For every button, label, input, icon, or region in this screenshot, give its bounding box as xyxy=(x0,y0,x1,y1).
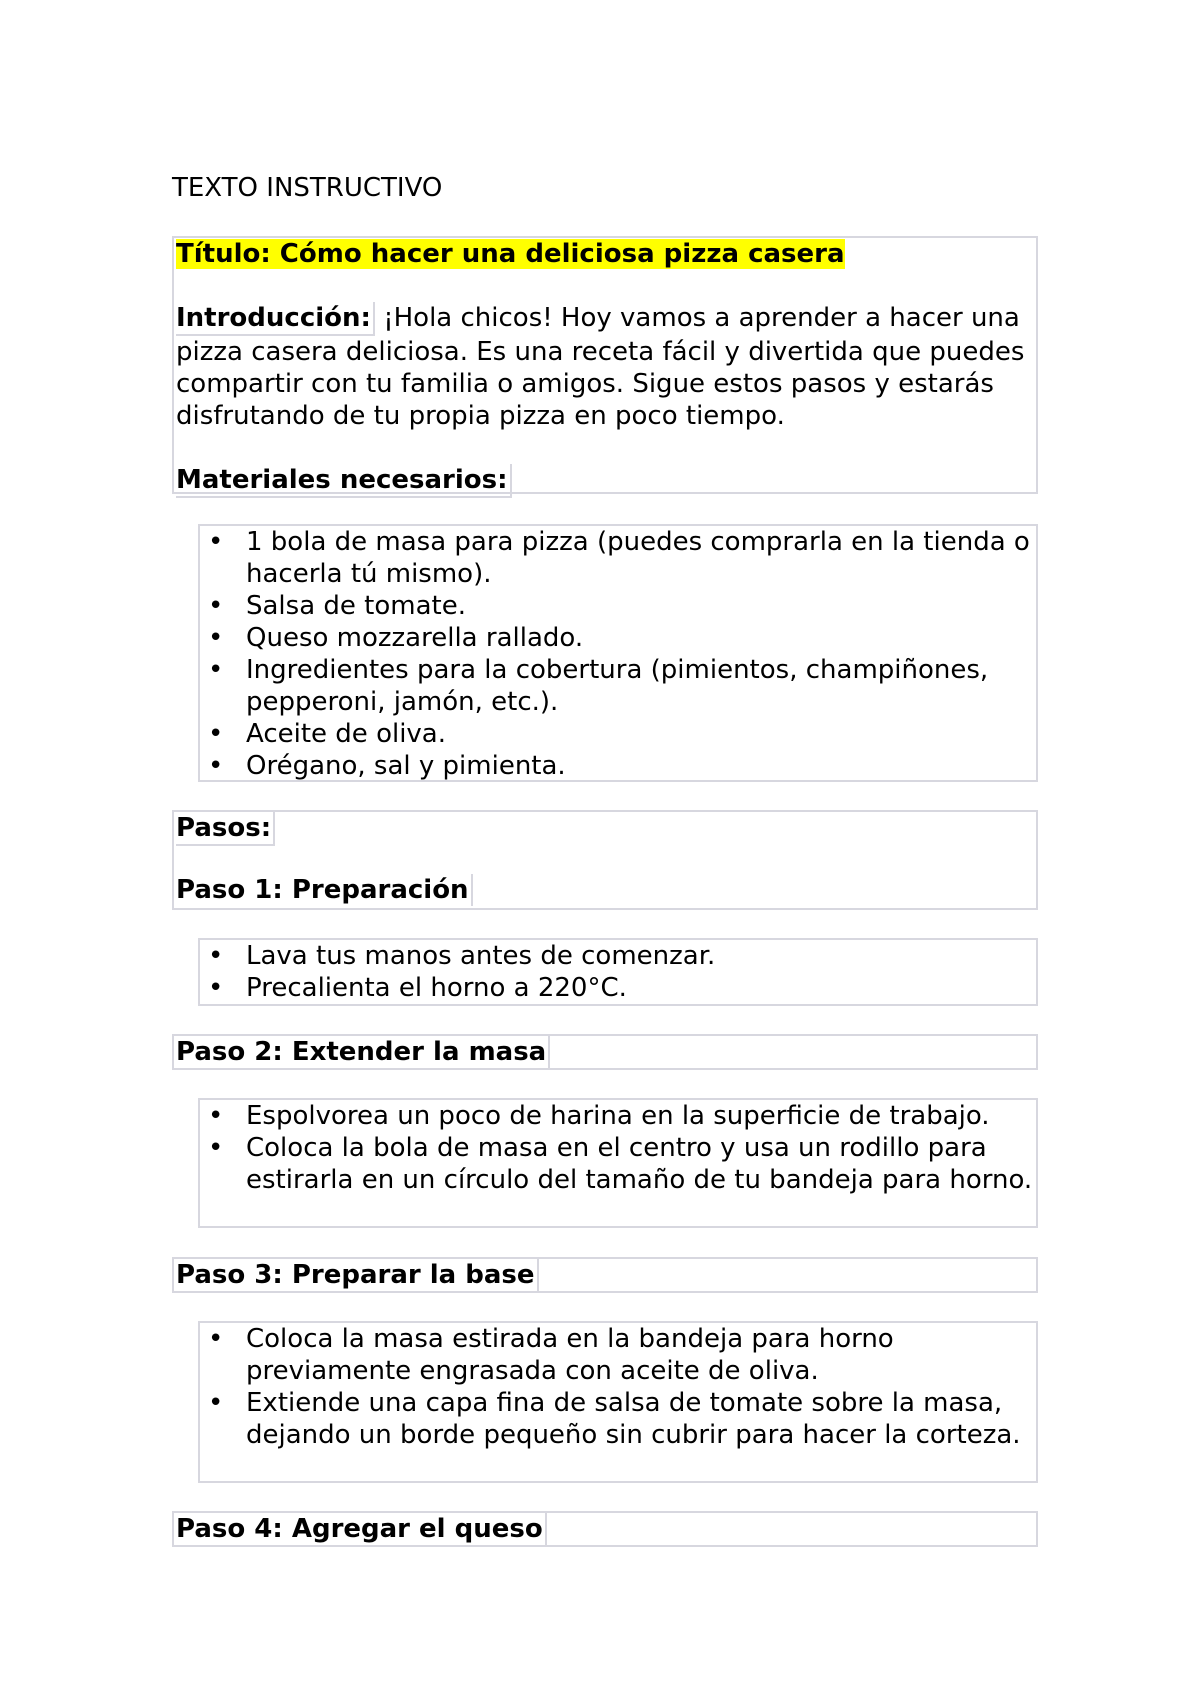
step1-list xyxy=(200,940,1036,1004)
materials-list-box xyxy=(198,524,1038,782)
bullet-icon: • xyxy=(208,1388,224,1418)
step2-title: Paso 2: Extender la masa xyxy=(176,1036,550,1068)
step2-title-box xyxy=(172,1034,1038,1070)
step3-title-box xyxy=(172,1257,1038,1293)
bullet-icon: • xyxy=(208,527,224,557)
step3-list-box xyxy=(198,1321,1038,1483)
list-item: • Espolvorea un poco de harina en la superficie de trabajo. xyxy=(208,1101,990,1131)
list-item: • Extiende una capa fina de salsa de tomate sobre la masa, dejando un borde pequeño sin cubrir para hacer la corteza. xyxy=(208,1388,1021,1450)
bullet-icon: • xyxy=(208,1101,224,1131)
bullet-icon: • xyxy=(208,1324,224,1354)
list-item: • Orégano, sal y pimienta. xyxy=(208,751,566,781)
steps-label: Pasos: xyxy=(176,812,275,846)
materials-label-line xyxy=(174,464,1036,498)
step2-title-line xyxy=(174,1036,1036,1068)
bullet-icon: • xyxy=(208,591,224,621)
intro-section xyxy=(172,236,1038,494)
step4-title-box xyxy=(172,1511,1038,1547)
steps-label-line xyxy=(174,812,1036,846)
steps-header-box xyxy=(172,810,1038,910)
list-item: • Aceite de oliva. xyxy=(208,719,447,749)
bullet-icon: • xyxy=(208,1133,224,1163)
list-item: • 1 bola de masa para pizza (puedes comprarla en la tienda o hacerla tú mismo). xyxy=(208,527,1030,589)
list-item: • Lava tus manos antes de comenzar. xyxy=(208,941,716,971)
list-item: • Coloca la bola de masa en el centro y usa un rodillo para estirarla en un círculo del tamaño de tu bandeja para horno. xyxy=(208,1133,1033,1195)
materials-list xyxy=(200,526,1036,782)
intro-label: Introducción: xyxy=(176,302,375,336)
recipe-title-text: Título: Cómo hacer una deliciosa pizza casera xyxy=(176,239,845,269)
list-item: • Coloca la masa estirada en la bandeja para horno previamente engrasada con aceite de oliva. xyxy=(208,1324,894,1386)
materials-label: Materiales necesarios: xyxy=(176,464,512,498)
bullet-icon: • xyxy=(208,941,224,971)
intro-text: ¡Hola chicos! Hoy vamos a aprender a hacer una pizza casera deliciosa. Es una receta fácil y divertida que puedes compartir con tu familia o amigos. Sigue estos pasos y estarás disfrutando de tu propia pizza en poco tiempo. xyxy=(176,303,1025,431)
list-item: • Salsa de tomate. xyxy=(208,591,466,621)
list-item: • Queso mozzarella rallado. xyxy=(208,623,584,653)
step1-title: Paso 1: Preparación xyxy=(176,874,473,906)
step3-title: Paso 3: Preparar la base xyxy=(176,1259,539,1291)
step3-list xyxy=(200,1323,1036,1451)
bullet-icon: • xyxy=(208,751,224,781)
step1-list-box xyxy=(198,938,1038,1006)
step2-list-box xyxy=(198,1098,1038,1228)
bullet-icon: • xyxy=(208,973,224,1003)
step1-title-line xyxy=(174,874,1036,906)
bullet-icon: • xyxy=(208,719,224,749)
step4-title-line xyxy=(174,1513,1036,1545)
bullet-icon: • xyxy=(208,655,224,685)
step4-title: Paso 4: Agregar el queso xyxy=(176,1513,547,1545)
document-heading: TEXTO INSTRUCTIVO xyxy=(172,173,443,203)
bullet-icon: • xyxy=(208,623,224,653)
recipe-title xyxy=(174,238,1036,270)
intro-paragraph xyxy=(174,302,1036,432)
list-item: • Ingredientes para la cobertura (pimientos, champiñones, pepperoni, jamón, etc.). xyxy=(208,655,989,717)
step3-title-line xyxy=(174,1259,1036,1291)
step2-list xyxy=(200,1100,1036,1196)
list-item: • Precalienta el horno a 220°C. xyxy=(208,973,627,1003)
